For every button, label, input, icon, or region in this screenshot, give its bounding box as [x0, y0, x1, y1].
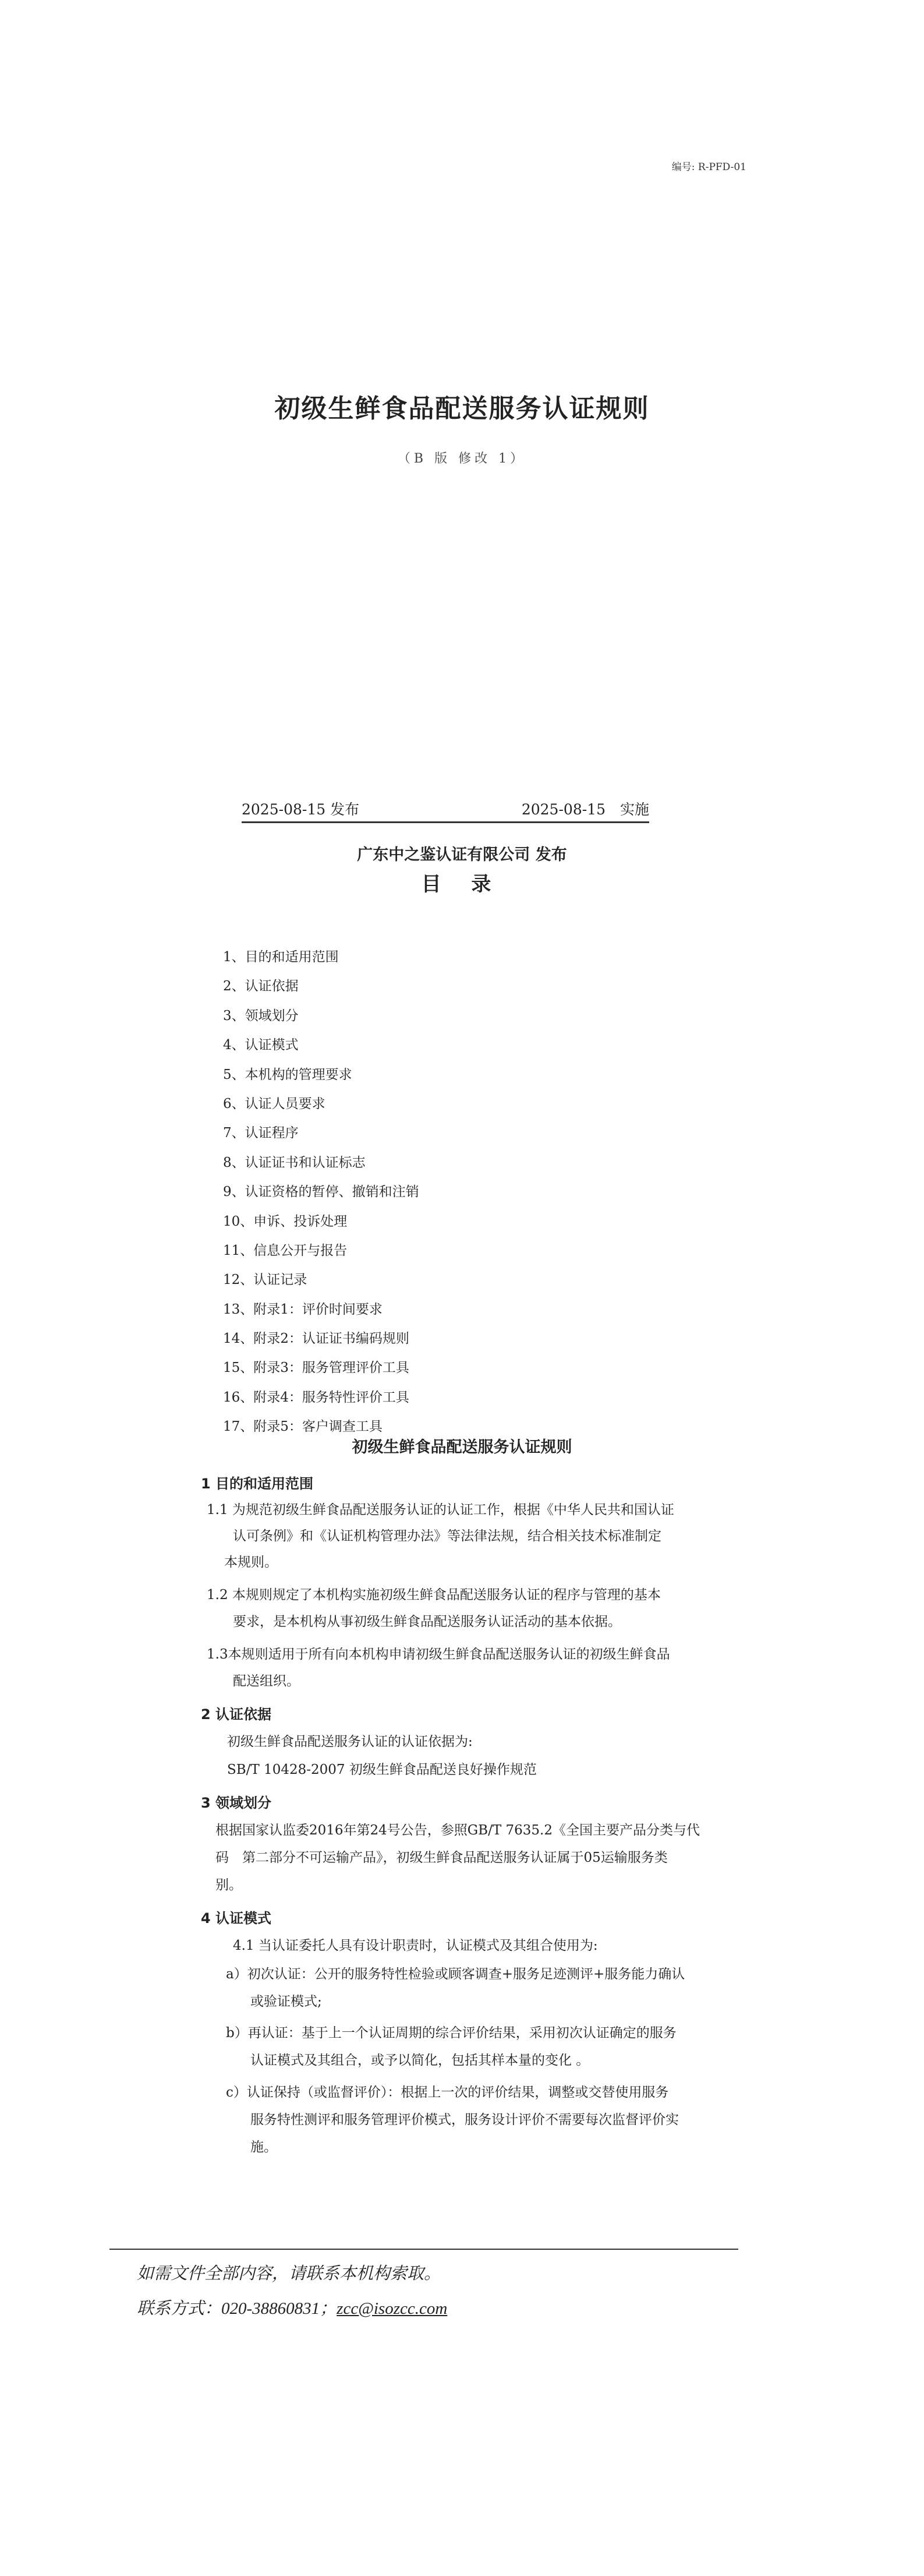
domain-line: 别。	[215, 1878, 242, 1893]
mode-a-line: a）初次认证：公开的服务特性检验或顾客调查+服务足迹测评+服务能力确认	[226, 1967, 685, 1982]
footer-notice: 如需文件全部内容，请联系本机构索取。	[137, 2264, 441, 2283]
toc-item: 3、领域划分	[223, 1008, 299, 1024]
mode-a-line: 或验证模式;	[250, 1994, 322, 2009]
toc-item: 2、认证依据	[223, 979, 299, 994]
email-link[interactable]: zcc@isozcc.com	[337, 2299, 448, 2318]
publish-date: 2025-08-15 发布	[242, 801, 360, 818]
toc-item: 7、认证程序	[223, 1125, 299, 1141]
toc-title: 目 录	[421, 873, 503, 896]
toc-item: 5、本机构的管理要求	[223, 1067, 352, 1082]
clause-1-3-line: 配送组织。	[233, 1674, 300, 1689]
section-title: 初级生鲜食品配送服务认证规则	[352, 1438, 572, 1456]
toc-item: 8、认证证书和认证标志	[223, 1155, 366, 1170]
toc-item: 1、目的和适用范围	[223, 950, 339, 965]
basis-standard: SB/T 10428-2007 初级生鲜食品配送良好操作规范	[227, 1762, 537, 1777]
toc-item: 10、申诉、投诉处理	[223, 1213, 348, 1229]
toc-item: 4、认证模式	[223, 1038, 299, 1053]
section-1-heading: 1 目的和适用范围	[201, 1476, 314, 1492]
toc-item: 6、认证人员要求	[223, 1096, 325, 1111]
toc-item: 14、附录2：认证证书编码规则	[223, 1331, 409, 1347]
clause-4-1: 4.1 当认证委托人具有设计职责时，认证模式及其组合使用为:	[233, 1938, 598, 1953]
footer-divider	[109, 2249, 738, 2250]
mode-c-line: 服务特性测评和服务管理评价模式，服务设计评价不需要每次监督评价实	[250, 2112, 679, 2127]
mode-b-line: b）再认证：基于上一个认证周期的综合评价结果，采用初次认证确定的服务	[226, 2025, 677, 2041]
version-label: （B 版 修改 1）	[397, 451, 527, 466]
section-3-heading: 3 领域划分	[201, 1795, 272, 1811]
table-of-contents	[223, 948, 419, 1448]
section-4-heading: 4 认证模式	[201, 1910, 272, 1926]
clause-1-1-line: 本规则。	[224, 1555, 278, 1570]
mode-c-line: 施。	[250, 2140, 277, 2155]
clause-1-2-line: 1.2 本规则规定了本机构实施初级生鲜食品配送服务认证的程序与管理的基本	[207, 1587, 661, 1603]
clause-1-1-line: 认可条例》和《认证机构管理办法》等法律法规，结合相关技术标准制定	[233, 1529, 661, 1544]
toc-item: 16、附录4：服务特性评价工具	[223, 1389, 409, 1405]
domain-line: 根据国家认监委2016年第24号公告，参照GB/T 7635.2《全国主要产品分类与代	[215, 1823, 700, 1838]
mode-b-line: 认证模式及其组合，或予以简化，包括其样本量的变化 。	[250, 2053, 590, 2068]
clause-1-1-line: 1.1 为规范初级生鲜食品配送服务认证的认证工作，根据《中华人民共和国认证	[207, 1502, 674, 1518]
toc-item: 11、信息公开与报告	[223, 1243, 348, 1258]
document-title: 初级生鲜食品配送服务认证规则	[274, 394, 650, 424]
implement-date: 2025-08-15 实施	[521, 801, 649, 818]
toc-item: 15、附录3：服务管理评价工具	[223, 1360, 409, 1376]
toc-item: 13、附录1：评价时间要求	[223, 1301, 383, 1317]
section-2-heading: 2 认证依据	[201, 1706, 272, 1723]
basis-intro: 初级生鲜食品配送服务认证的认证依据为:	[227, 1734, 473, 1749]
toc-item: 17、附录5：客户调查工具	[223, 1419, 383, 1435]
domain-line: 码 第二部分不可运输产品》，初级生鲜食品配送服务认证属于05运输服务类	[215, 1850, 668, 1865]
footer-contact	[137, 2295, 447, 2319]
publisher: 广东中之鉴认证有限公司 发布	[357, 846, 567, 864]
issue-dates	[242, 798, 649, 823]
toc-item: 12、认证记录	[223, 1272, 307, 1288]
clause-1-2-line: 要求，是本机构从事初级生鲜食品配送服务认证活动的基本依据。	[233, 1614, 621, 1629]
mode-c-line: c）认证保持（或监督评价）：根据上一次的评价结果，调整或交替使用服务	[226, 2085, 669, 2100]
toc-item: 9、认证资格的暂停、撤销和注销	[223, 1184, 419, 1200]
clause-1-3-line: 1.3本规则适用于所有向本机构申请初级生鲜食品配送服务认证的初级生鲜食品	[207, 1647, 670, 1662]
document-number: 编号: R-PFD-01	[671, 161, 746, 173]
contact-phone: 联系方式：020-38860831；	[137, 2299, 337, 2318]
